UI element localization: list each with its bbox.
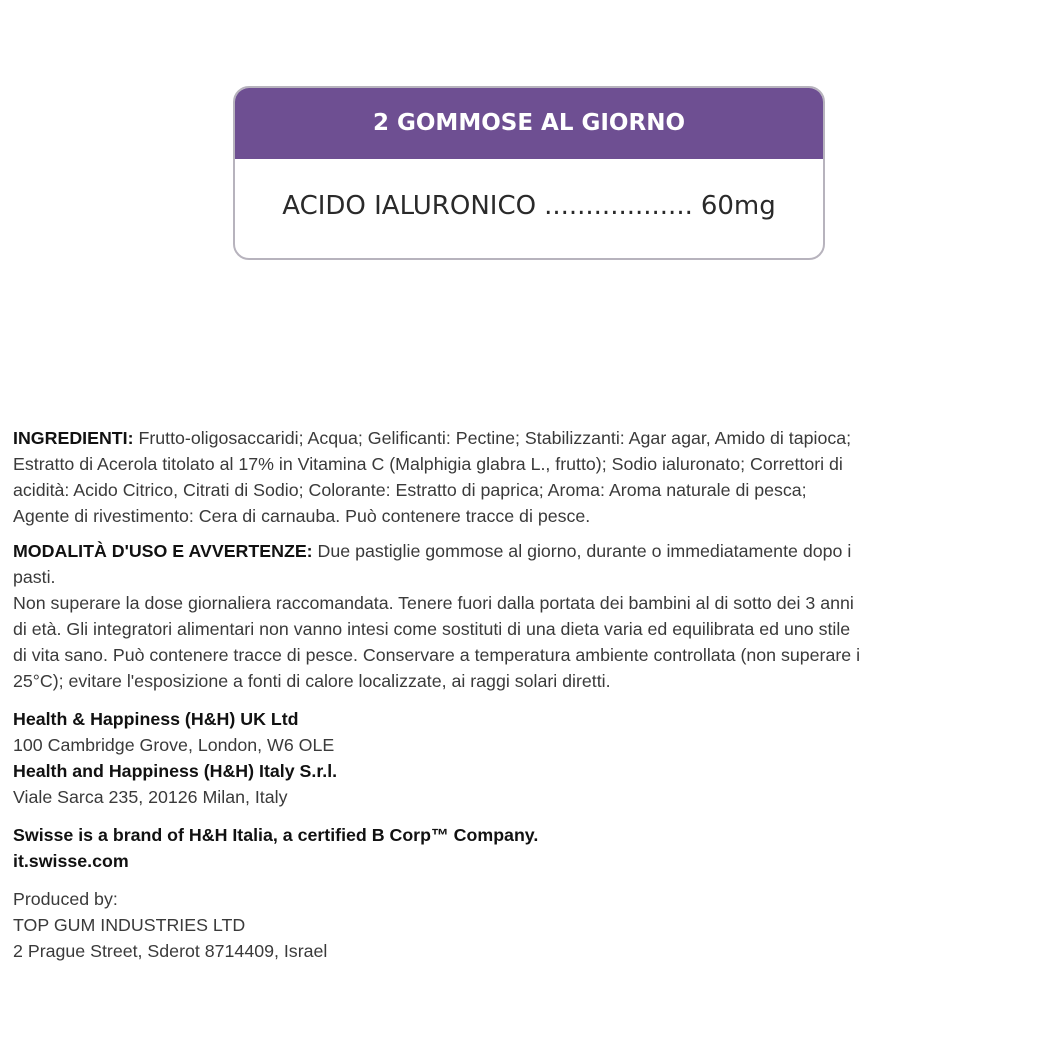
ingredient-amount: 60mg <box>700 190 776 221</box>
ingredients-line-2: Estratto di Acerola titolato al 17% in Vitamina C (Malphigia glabra L., frutto); Sodio ialuronato; Correttori di <box>13 454 843 474</box>
brand-section <box>13 822 1033 874</box>
ingredients-line-3: acidità: Acido Citrico, Citrati di Sodio; Colorante: Estratto di paprica; Aroma: Aroma naturale di pesca; <box>13 480 807 500</box>
producer-address: 2 Prague Street, Sderot 8714409, Israel <box>13 941 328 961</box>
producer-section <box>13 886 1033 964</box>
producer-name: TOP GUM INDUSTRIES LTD <box>13 915 246 935</box>
dosage-row <box>235 159 823 260</box>
usage-line-1: Due pastiglie gommose al giorno, durante o immediatamente dopo i <box>312 541 852 561</box>
brand-website: it.swisse.com <box>13 851 129 871</box>
it-company-name: Health and Happiness (H&H) Italy S.r.l. <box>13 761 338 781</box>
usage-line-6: 25°C); evitare l'esposizione a fonti di calore localizzate, ai raggi solari diretti. <box>13 671 611 691</box>
ingredients-line-1: Frutto-oligosaccaridi; Acqua; Gelificanti: Pectine; Stabilizzanti: Agar agar, Amido di tapioca; <box>133 428 852 448</box>
brand-statement: Swisse is a brand of H&H Italia, a certified B Corp™ Company. <box>13 825 539 845</box>
ingredients-section <box>13 425 1033 529</box>
usage-line-4: di età. Gli integratori alimentari non vanno intesi come sostituti di una dieta varia ed equilibrata ed uno stile <box>13 619 851 639</box>
dosage-header-text: 2 GOMMOSE AL GIORNO <box>372 109 686 136</box>
ingredients-label: INGREDIENTI: <box>13 428 134 448</box>
usage-line-3: Non superare la dose giornaliera raccomandata. Tenere fuori dalla portata dei bambini al di sotto dei 3 anni <box>13 593 854 613</box>
usage-line-2: pasti. <box>13 567 56 587</box>
ingredient-name: ACIDO IALURONICO <box>282 190 537 221</box>
it-company-address: Viale Sarca 235, 20126 Milan, Italy <box>13 787 288 807</box>
uk-company-name: Health & Happiness (H&H) UK Ltd <box>13 709 299 729</box>
leader-dots: .................. <box>544 190 693 221</box>
companies-section <box>13 706 1033 810</box>
usage-section <box>13 538 1033 694</box>
usage-label: MODALITÀ D'USO E AVVERTENZE: <box>13 541 313 561</box>
dosage-box <box>233 86 825 260</box>
uk-company-address: 100 Cambridge Grove, London, W6 OLE <box>13 735 335 755</box>
usage-line-5: di vita sano. Può contenere tracce di pesce. Conservare a temperatura ambiente controllata (non superare i <box>13 645 861 665</box>
producer-label: Produced by: <box>13 889 118 909</box>
ingredients-line-4: Agente di rivestimento: Cera di carnauba. Può contenere tracce di pesce. <box>13 506 591 526</box>
dosage-header <box>235 88 823 159</box>
